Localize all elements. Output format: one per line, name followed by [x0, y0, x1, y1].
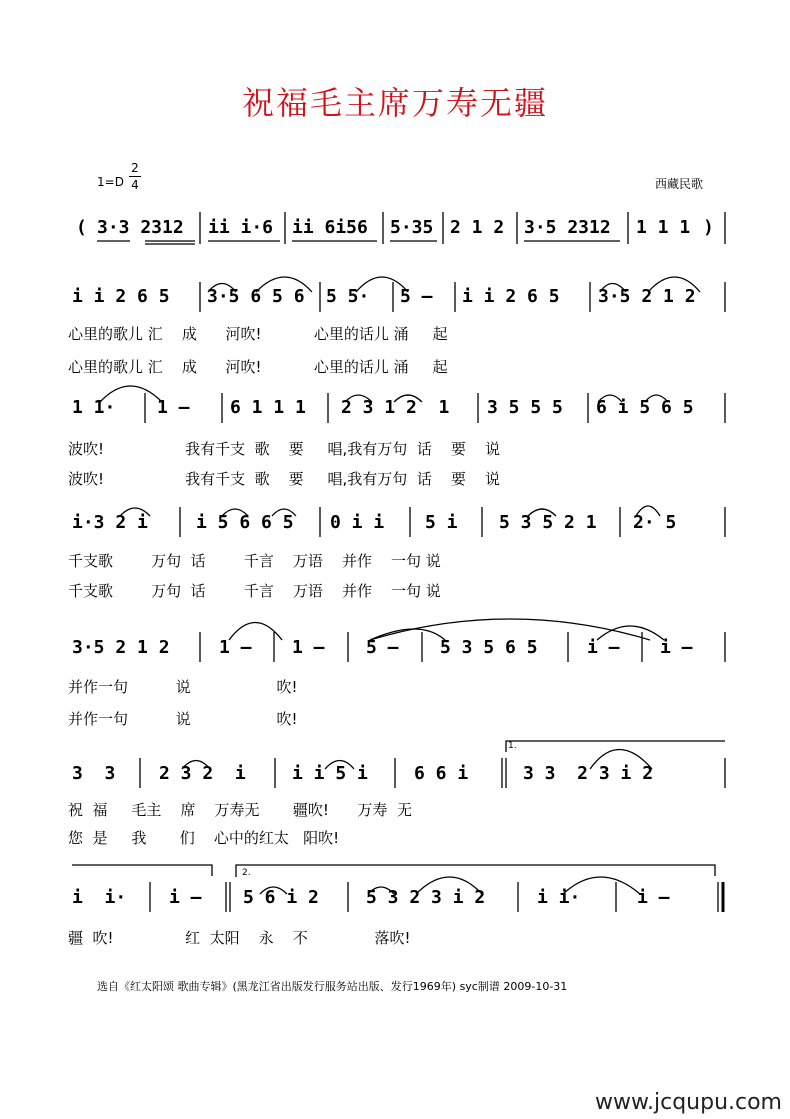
score-row-1	[0, 218, 790, 258]
measure: 6 i 5 6 5	[596, 397, 694, 418]
measure: ii i·6	[208, 217, 274, 238]
measure: 2· 5	[633, 512, 677, 533]
lyric-line: 千支歌 万句 话 千言 万语 并作 一句 说	[68, 552, 441, 570]
score-row-3	[0, 398, 790, 438]
key-signature: 1=D	[97, 175, 124, 189]
measure: i i·	[537, 887, 581, 908]
lyric-line: 心里的歌儿 汇 成 河吹! 心里的话儿 涌 起	[68, 358, 448, 376]
measure: 1 –	[292, 637, 325, 658]
lyric-line: 并作一句 说 吹!	[68, 678, 298, 696]
measure: ii 6i56	[292, 217, 368, 238]
measure: 3 3 2 3 i 2	[523, 763, 654, 784]
lyric-line: 祝 福 毛主 席 万寿无 疆吹! 万寿 无	[68, 801, 413, 819]
measure: i·3 2 i	[72, 512, 148, 533]
measure: 0 i i	[330, 512, 385, 533]
time-signature	[129, 160, 141, 193]
lyric-line: 您 是 我 们 心中的红太 阳吹!	[68, 829, 340, 847]
measure: i –	[587, 637, 620, 658]
measure: 3·5 2 1 2	[72, 637, 170, 658]
measure: i –	[169, 887, 202, 908]
measure: 2 1 2	[450, 217, 505, 238]
paren-close: )	[703, 217, 714, 238]
measure: 3·5 2312	[524, 217, 611, 238]
measure: 5 –	[366, 637, 399, 658]
measure: i i·	[72, 887, 127, 908]
lyric-line: 疆 吹! 红 太阳 永 不 落吹!	[68, 929, 411, 947]
score-row-7	[0, 888, 790, 928]
lyric-line: 波吹! 我有千支 歌 要 唱,我有万句 话 要 说	[68, 470, 500, 488]
measure: 5·35	[390, 217, 434, 238]
measure: 5 3 2 3 i 2	[366, 887, 486, 908]
lyric-line: 千支歌 万句 话 千言 万语 并作 一句 说	[68, 582, 441, 600]
score-row-6	[0, 764, 790, 804]
song-origin: 西藏民歌	[655, 177, 704, 191]
measure: 1 –	[219, 637, 252, 658]
measure: 5 i	[425, 512, 458, 533]
measure: i i 5 i	[292, 763, 368, 784]
lyric-line: 心里的歌儿 汇 成 河吹! 心里的话儿 涌 起	[68, 325, 448, 343]
measure: i i 2 6 5	[462, 286, 560, 307]
measure: 5 3 5 2 1	[499, 512, 597, 533]
paren-open: (	[76, 217, 87, 238]
measure: 6 1 1 1	[230, 397, 306, 418]
measure: 3·5 2 1 2	[598, 286, 696, 307]
source-note: 选自《红太阳颂 歌曲专辑》(黑龙江省出版发行服务站出版、发行1969年) syc制谱 2009-10-31	[97, 980, 568, 993]
measure: 2 3 1 2 1	[341, 397, 450, 418]
measure: 5 –	[400, 286, 433, 307]
score-row-5	[0, 638, 790, 678]
watermark: www.jcqupu.com	[595, 1090, 782, 1115]
measure: i –	[637, 887, 670, 908]
measure: 1 1·	[72, 397, 116, 418]
measure: 1 –	[157, 397, 190, 418]
song-title: 祝福毛主席万寿无疆	[241, 84, 548, 122]
measure: i –	[660, 637, 693, 658]
measure: 3·5 6 5 6	[207, 286, 305, 307]
volta-2-label: 2.	[242, 868, 251, 878]
score-row-2	[0, 287, 790, 327]
measure: 5 6 i 2	[243, 887, 319, 908]
measure: 2 3 2 i	[159, 763, 246, 784]
measure: 3 3	[72, 763, 116, 784]
measure: 3·3 2312	[97, 217, 184, 238]
measure: 1 1 1	[636, 217, 691, 238]
lyric-line: 并作一句 说 吹!	[68, 710, 298, 728]
measure: 5 5·	[326, 286, 370, 307]
measure: i 5 6 6 5	[196, 512, 294, 533]
score-row-4	[0, 513, 790, 553]
measure: 5 3 5 6 5	[440, 637, 538, 658]
time-bottom: 4	[131, 178, 139, 192]
measure: i i 2 6 5	[72, 286, 170, 307]
time-top: 2	[131, 161, 139, 175]
measure: 3 5 5 5	[487, 397, 563, 418]
measure: 6 6 i	[414, 763, 469, 784]
lyric-line: 波吹! 我有千支 歌 要 唱,我有万句 话 要 说	[68, 440, 500, 458]
volta-1-label: 1.	[508, 741, 517, 751]
